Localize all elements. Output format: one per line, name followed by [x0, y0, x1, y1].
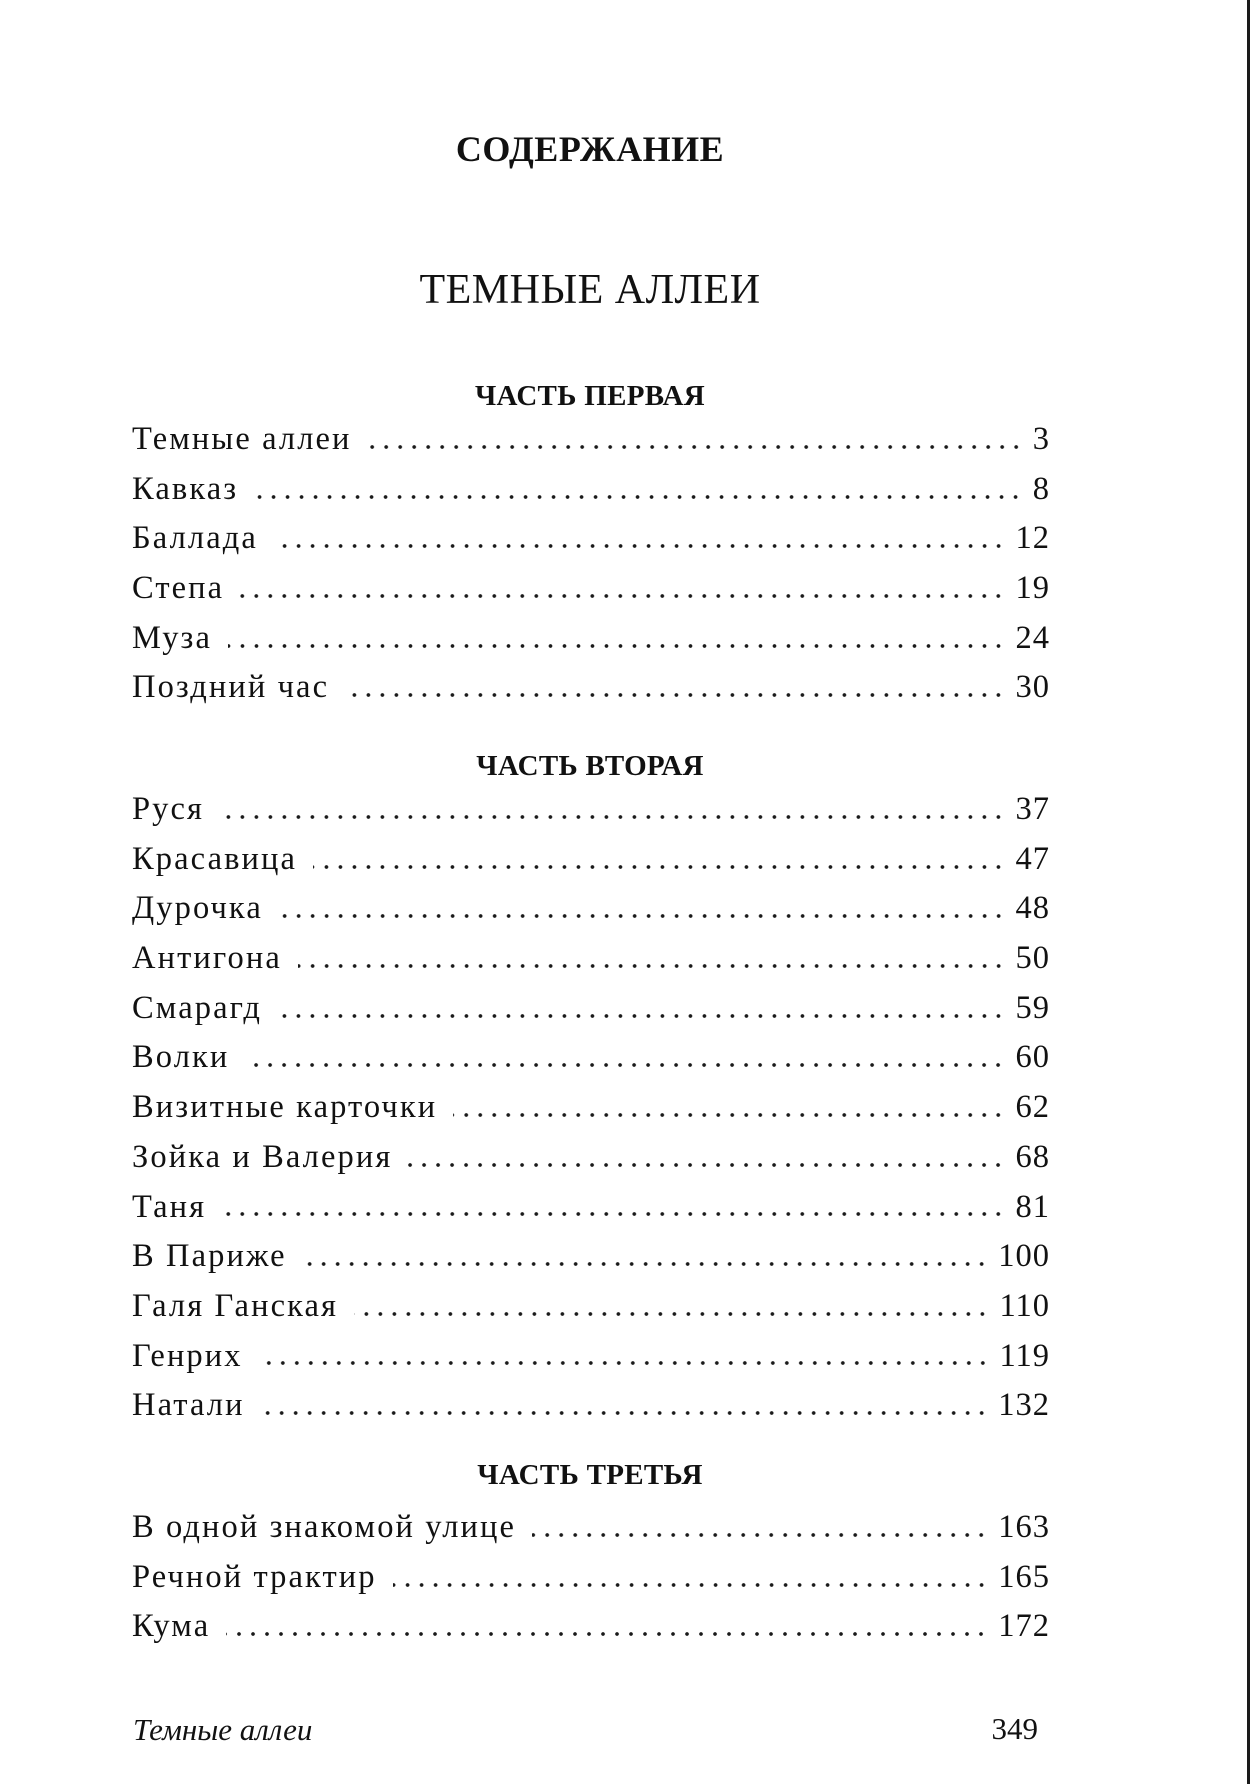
toc-entry-title: Кавказ	[132, 470, 239, 507]
toc-entry-page: 165	[998, 1558, 1050, 1595]
dot-leader	[240, 592, 1005, 600]
dot-leader	[222, 1210, 1005, 1218]
toc-section-part-1	[132, 415, 1050, 713]
toc-entry-page: 50	[1015, 940, 1050, 977]
toc-entry-title: Темные аллеи	[132, 421, 352, 457]
toc-entry-page: 119	[999, 1337, 1050, 1374]
dot-leader	[453, 1111, 1005, 1119]
toc-entry-title: Натали	[132, 1387, 245, 1424]
toc-entry-title: Генрих	[132, 1337, 243, 1374]
dot-leader	[220, 813, 1005, 821]
toc-entry[interactable]	[132, 785, 1050, 835]
dot-leader	[345, 691, 1005, 699]
toc-entry-page: 60	[1015, 1039, 1050, 1076]
dot-leader	[532, 1531, 988, 1539]
contents-heading: СОДЕРЖАНИЕ	[455, 129, 725, 169]
toc-entry-page: 172	[998, 1608, 1050, 1645]
toc-entry-title: Муза	[132, 619, 213, 656]
toc-entry-page: 59	[1015, 989, 1050, 1026]
toc-entry[interactable]	[132, 1033, 1050, 1083]
dot-leader	[228, 642, 1005, 650]
toc-entry-title: Смарагд	[132, 989, 263, 1026]
toc-entry-title: Степа	[132, 570, 225, 607]
toc-entry-title: Баллада	[132, 520, 258, 557]
toc-entry-title: Антигона	[132, 940, 282, 977]
toc-entry[interactable]	[132, 1232, 1050, 1282]
dot-leader	[298, 962, 1006, 970]
toc-entry[interactable]	[132, 663, 1050, 713]
toc-entry-page: 12	[1015, 520, 1050, 557]
part-heading: ЧАСТЬ ТРЕТЬЯ	[477, 1459, 703, 1491]
toc-entry-page: 48	[1015, 890, 1050, 927]
toc-entry[interactable]	[132, 1381, 1050, 1431]
toc-entry-title: В Париже	[132, 1238, 287, 1275]
toc-entry-page: 37	[1015, 791, 1050, 827]
running-title: Темные аллеи	[133, 1712, 313, 1747]
toc-entry-title: Галя Ганская	[132, 1287, 339, 1324]
toc-entry[interactable]	[132, 1083, 1050, 1133]
toc-entry-title: Зойка и Валерия	[132, 1138, 393, 1175]
toc-entry-page: 47	[1015, 840, 1050, 877]
page-number: 349	[991, 1711, 1038, 1746]
toc-entry[interactable]	[132, 1183, 1050, 1233]
dot-leader	[313, 863, 1005, 871]
toc-entry[interactable]	[132, 1282, 1050, 1332]
toc-entry[interactable]	[132, 934, 1050, 984]
toc-entry[interactable]	[132, 614, 1050, 664]
toc-entry[interactable]	[132, 564, 1050, 614]
toc-entry-title: Речной трактир	[132, 1558, 377, 1595]
toc-entry[interactable]	[132, 1332, 1050, 1382]
toc-entry[interactable]	[132, 1503, 1050, 1553]
dot-leader	[245, 1061, 1005, 1069]
dot-leader	[259, 1359, 990, 1367]
toc-entry-title: Таня	[132, 1188, 207, 1225]
toc-entry-title: Дурочка	[132, 890, 263, 927]
part-heading: ЧАСТЬ ВТОРАЯ	[476, 750, 704, 782]
dot-leader	[279, 912, 1006, 920]
toc-entry-page: 3	[1032, 421, 1050, 457]
dot-leader	[261, 1409, 989, 1417]
toc-entry[interactable]	[132, 884, 1050, 934]
toc-entry[interactable]	[132, 415, 1050, 465]
book-title: ТЕМНЫЕ АЛЛЕИ	[419, 267, 761, 313]
dot-leader	[303, 1260, 989, 1268]
toc-entry-title: Поздний час	[132, 669, 330, 706]
toc-entry-page: 24	[1015, 619, 1050, 656]
dot-leader	[274, 542, 1006, 550]
toc-entry-page: 81	[1015, 1188, 1050, 1225]
toc-entry[interactable]	[132, 984, 1050, 1034]
toc-entry-title: Визитные карточки	[132, 1089, 438, 1126]
toc-entry-page: 132	[998, 1387, 1050, 1424]
toc-entry-page: 19	[1015, 570, 1050, 607]
toc-entry[interactable]	[132, 1133, 1050, 1183]
toc-entry[interactable]	[132, 1553, 1050, 1603]
dot-leader	[393, 1581, 989, 1589]
toc-entry-page: 62	[1015, 1089, 1050, 1126]
toc-entry-page: 30	[1015, 669, 1050, 706]
toc-entry-title: Красавица	[132, 840, 298, 877]
toc-entry-page: 8	[1032, 470, 1050, 507]
dot-leader	[368, 443, 1023, 451]
dot-leader	[278, 1012, 1005, 1020]
toc-entry-title: Волки	[132, 1039, 230, 1076]
toc-entry-page: 68	[1015, 1138, 1050, 1175]
dot-leader	[354, 1310, 989, 1318]
part-heading: ЧАСТЬ ПЕРВАЯ	[474, 380, 706, 412]
toc-entry-title: Кума	[132, 1608, 211, 1645]
dot-leader	[408, 1161, 1005, 1169]
toc-section-part-3	[132, 1503, 1050, 1652]
toc-entry[interactable]	[132, 1602, 1050, 1652]
toc-entry-title: Руся	[132, 791, 205, 827]
toc-entry-page: 110	[999, 1287, 1050, 1324]
toc-entry-page: 163	[998, 1509, 1050, 1545]
dot-leader	[226, 1630, 988, 1638]
toc-section-part-2	[132, 785, 1050, 1431]
toc-entry[interactable]	[132, 465, 1050, 515]
toc-entry[interactable]	[132, 835, 1050, 885]
toc-entry[interactable]	[132, 514, 1050, 564]
toc-entry-page: 100	[998, 1238, 1050, 1275]
dot-leader	[254, 493, 1023, 501]
toc-entry-title: В одной знакомой улице	[132, 1509, 517, 1545]
